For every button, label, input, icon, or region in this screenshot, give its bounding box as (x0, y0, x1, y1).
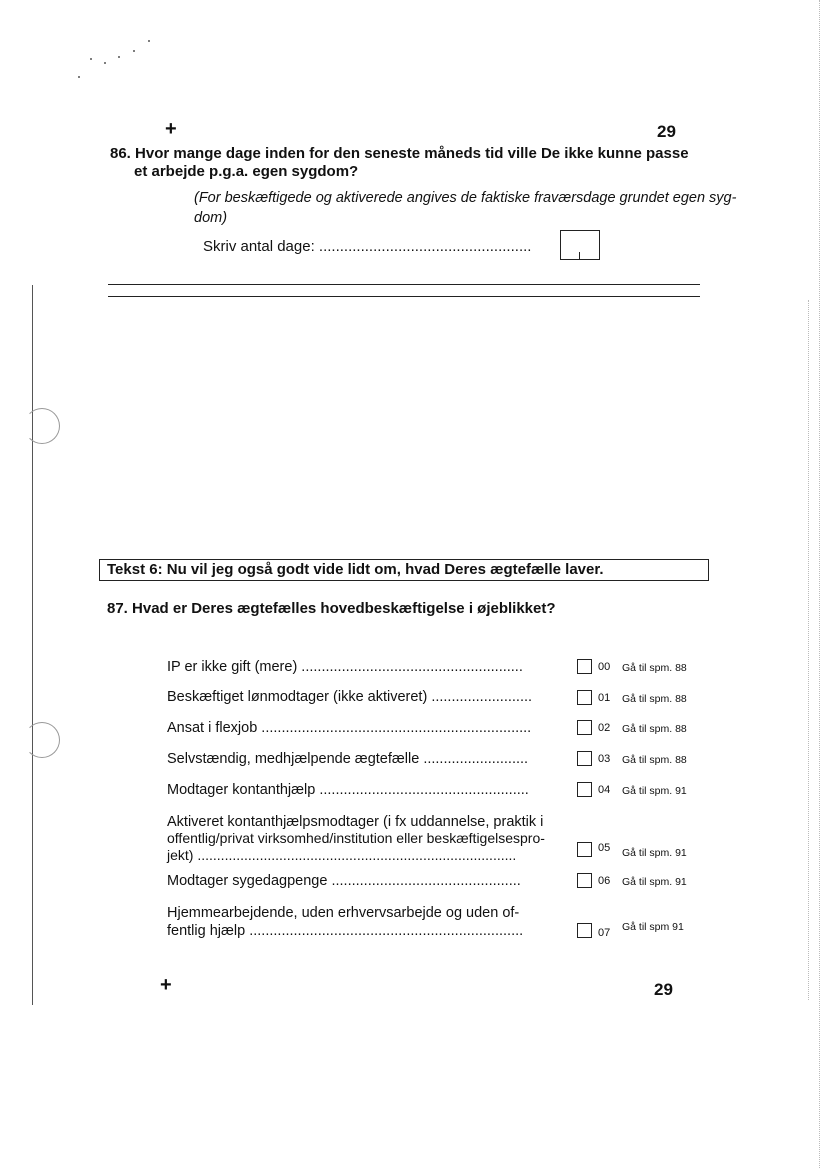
option-cash-benefit (167, 782, 529, 798)
option-goto: Gå til spm. 91 (622, 876, 687, 888)
option-homemaker (167, 905, 523, 939)
page-edge-line (808, 300, 809, 1000)
footer-plus-mark: + (160, 974, 172, 996)
page-edge-line (819, 0, 820, 1168)
option-label-line3: jekt) .................................................................................. (167, 847, 517, 863)
option-label: Beskæftiget lønmodtager (ikke aktiveret) ......................... (167, 689, 533, 705)
scan-speck (104, 62, 106, 64)
header-page-number: 29 (657, 122, 676, 141)
footer-page-number: 29 (654, 980, 673, 999)
option-label: IP er ikke gift (mere) ....................................................... (167, 659, 523, 675)
digit-divider (579, 252, 580, 259)
option-code: 04 (598, 784, 611, 796)
option-label-line2: fentlig hjælp .................................................................... (167, 923, 524, 939)
option-flexjob (167, 720, 531, 736)
option-06-checkbox[interactable] (577, 873, 592, 888)
option-07-checkbox[interactable] (577, 923, 592, 938)
option-code: 03 (598, 753, 611, 765)
days-answer-box[interactable] (560, 230, 600, 260)
option-goto: Gå til spm. 91 (622, 847, 687, 859)
option-goto: Gå til spm. 88 (622, 723, 687, 735)
scan-speck (78, 76, 80, 78)
option-code: 05 (598, 842, 611, 854)
question-86-instruction-line2: dom) (194, 210, 228, 226)
option-activated-cash-benefit (167, 814, 545, 864)
option-goto: Gå til spm. 88 (622, 662, 687, 674)
option-not-married (167, 659, 523, 675)
option-code: 00 (598, 661, 611, 673)
option-00-checkbox[interactable] (577, 659, 592, 674)
option-self-employed (167, 751, 528, 767)
option-code: 02 (598, 722, 611, 734)
punch-hole (24, 722, 60, 758)
option-code: 06 (598, 875, 611, 887)
option-03-checkbox[interactable] (577, 751, 592, 766)
scan-speck (118, 56, 120, 58)
option-02-checkbox[interactable] (577, 720, 592, 735)
option-code: 01 (598, 692, 611, 704)
option-goto: Gå til spm. 91 (622, 785, 687, 797)
section-divider (108, 296, 700, 297)
option-label-line2: offentlig/privat virksomhed/institution eller beskæftigelsespro- (167, 830, 545, 846)
option-code: 07 (598, 927, 611, 939)
question-86-line1: 86. Hvor mange dage inden for den seneste måneds tid ville De ikke kunne passe (110, 145, 689, 162)
option-label-line1: Aktiveret kontanthjælpsmodtager (i fx uddannelse, praktik i (167, 814, 544, 830)
question-87-text: 87. Hvad er Deres ægtefælles hovedbeskæftigelse i øjeblikket? (107, 600, 556, 617)
option-goto: Gå til spm 91 (622, 921, 684, 933)
section-divider (108, 284, 700, 285)
option-label: Ansat i flexjob ................................................................... (167, 720, 532, 736)
scan-speck (133, 50, 135, 52)
option-04-checkbox[interactable] (577, 782, 592, 797)
question-86-instruction-line1: (For beskæftigede og aktiverede angives de faktiske fraværsdage grundet egen syg- (194, 190, 737, 206)
text-6-banner: Tekst 6: Nu vil jeg også godt vide lidt om, hvad Deres ægtefælle laver. (99, 559, 709, 581)
punch-hole (24, 408, 60, 444)
scan-speck (90, 58, 92, 60)
option-01-checkbox[interactable] (577, 690, 592, 705)
option-goto: Gå til spm. 88 (622, 754, 687, 766)
option-05-checkbox[interactable] (577, 842, 592, 857)
scan-speck (148, 40, 150, 42)
days-field-label: Skriv antal dage: ................................................... (203, 238, 532, 255)
option-label: Selvstændig, medhjælpende ægtefælle .......................... (167, 751, 529, 767)
option-employed (167, 689, 532, 705)
header-plus-mark: + (165, 118, 177, 140)
binding-margin-line (32, 285, 33, 1005)
option-goto: Gå til spm. 88 (622, 693, 687, 705)
option-sickness-benefit (167, 873, 521, 889)
option-label: Modtager kontanthjælp .................................................... (167, 782, 529, 798)
option-label-line1: Hjemmearbejdende, uden erhvervsarbejde og uden of- (167, 905, 520, 921)
question-86-line2: et arbejde p.g.a. egen sygdom? (134, 163, 359, 180)
option-label: Modtager sygedagpenge ............................................... (167, 873, 521, 889)
